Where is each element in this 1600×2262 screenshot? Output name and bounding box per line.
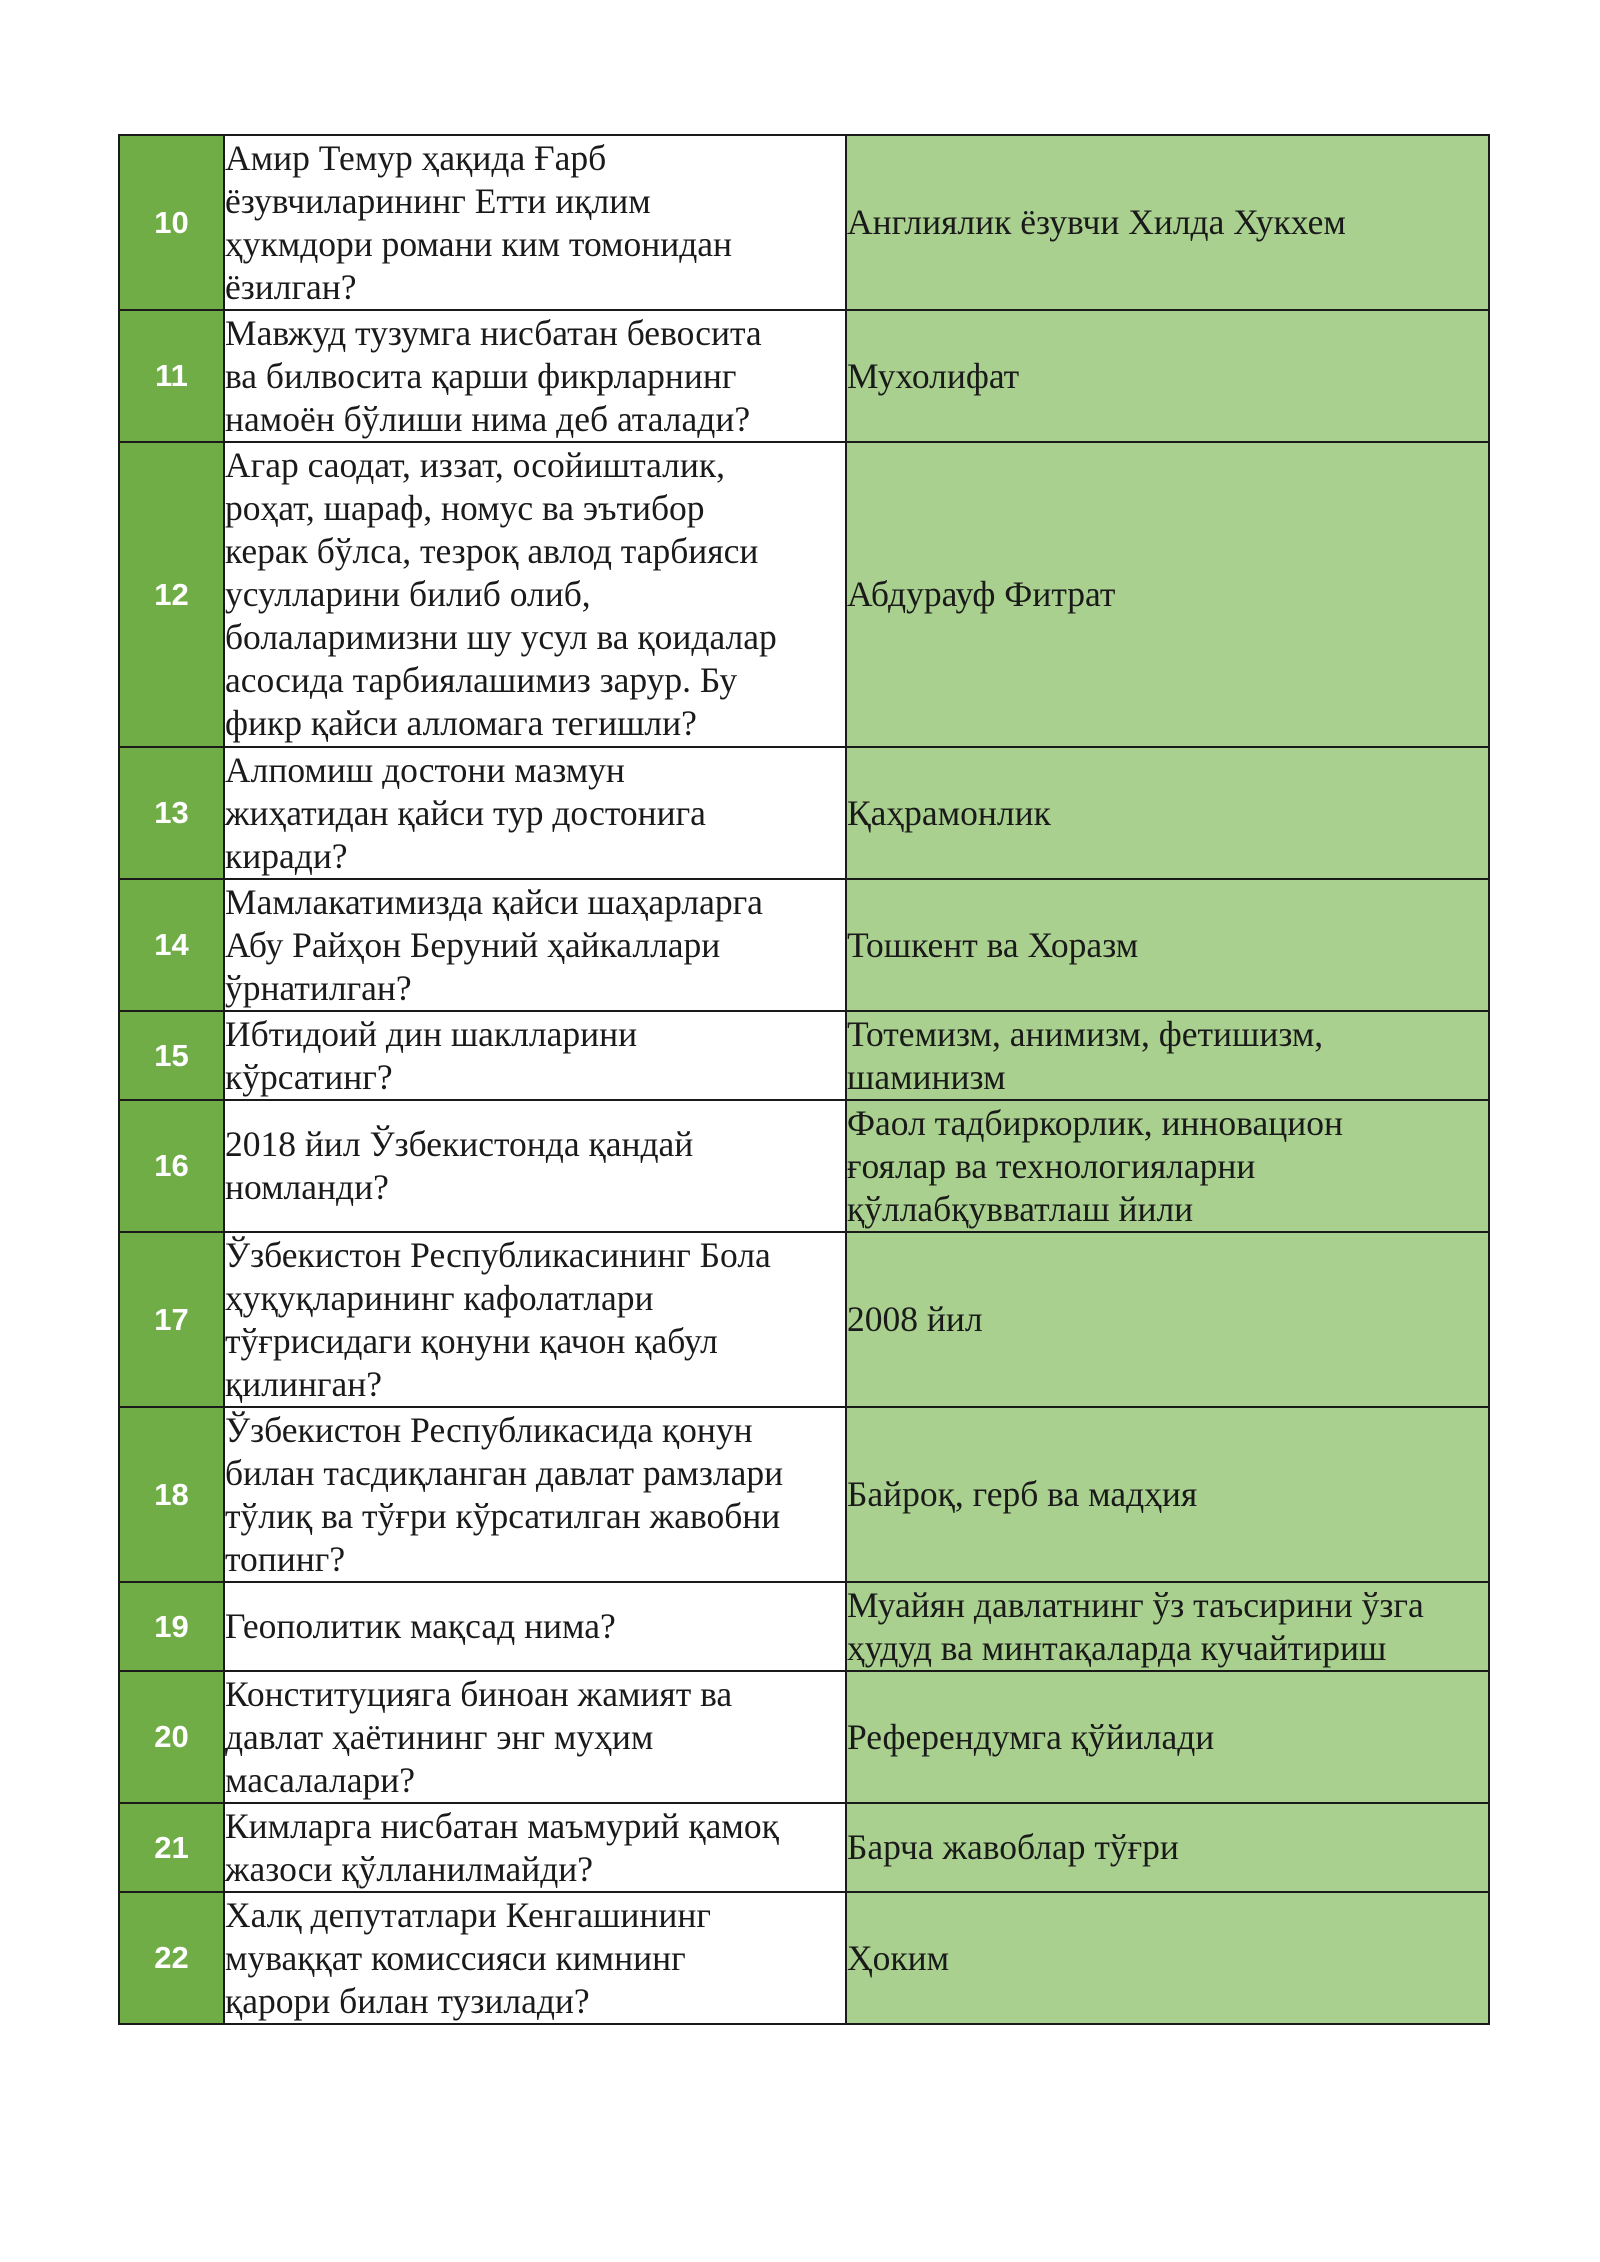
table-row xyxy=(119,1407,1489,1582)
answer-cell: Англиялик ёзувчи Хилда Хукхем xyxy=(846,135,1489,310)
row-number: 22 xyxy=(119,1892,224,2024)
row-number: 13 xyxy=(119,747,224,879)
question-cell: Ўзбекистон Республикасининг Бола ҳуқуқларининг кафолатлари тўғрисидаги қонуни қачон қабул қилинган? xyxy=(224,1232,846,1407)
question-cell: Мавжуд тузумга нисбатан бевосита ва билвосита қарши фикрларнинг намоён бўлиши нима деб аталади? xyxy=(224,310,846,442)
question-cell: Ибтидоий дин шаклларини кўрсатинг? xyxy=(224,1011,846,1100)
row-number: 20 xyxy=(119,1671,224,1803)
answer-cell: Байроқ, герб ва мадҳия xyxy=(846,1407,1489,1582)
question-cell: Кимларга нисбатан маъмурий қамоқ жазоси қўлланилмайди? xyxy=(224,1803,846,1892)
question-cell: Геополитик мақсад нима? xyxy=(224,1582,846,1671)
table-row xyxy=(119,1100,1489,1232)
row-number: 19 xyxy=(119,1582,224,1671)
question-cell: Мамлакатимизда қайси шаҳарларга Абу Райҳон Беруний ҳайкаллари ўрнатилган? xyxy=(224,879,846,1011)
table-row xyxy=(119,1671,1489,1803)
table-row xyxy=(119,879,1489,1011)
row-number: 17 xyxy=(119,1232,224,1407)
answer-cell: Барча жавоблар тўғри xyxy=(846,1803,1489,1892)
answer-cell: Ҳоким xyxy=(846,1892,1489,2024)
answer-cell: 2008 йил xyxy=(846,1232,1489,1407)
answer-cell: Фаол тадбиркорлик, инновацион ғоялар ва технологияларни қўллабқувватлаш йили xyxy=(846,1100,1489,1232)
table-row xyxy=(119,310,1489,442)
question-cell: Агар саодат, иззат, осойишталик, роҳат, шараф, номус ва эътибор керак бўлса, тезроқ авлод тарбияси усулларини билиб олиб, болаларимизни шу усул ва қоидалар асосида тарбиялашимиз зарур. Бу фикр қайси алломага тегишли? xyxy=(224,442,846,747)
row-number: 12 xyxy=(119,442,224,747)
row-number: 14 xyxy=(119,879,224,1011)
row-number: 21 xyxy=(119,1803,224,1892)
row-number: 10 xyxy=(119,135,224,310)
question-cell: Ўзбекистон Республикасида қонун билан тасдиқланган давлат рамзлари тўлиқ ва тўғри кўрсатилган жавобни топинг? xyxy=(224,1407,846,1582)
row-number: 15 xyxy=(119,1011,224,1100)
answer-cell: Мухолифат xyxy=(846,310,1489,442)
question-cell: Алпомиш достони мазмун жиҳатидан қайси тур достонига киради? xyxy=(224,747,846,879)
row-number: 11 xyxy=(119,310,224,442)
table-row xyxy=(119,747,1489,879)
table-row xyxy=(119,135,1489,310)
question-cell: 2018 йил Ўзбекистонда қандай номланди? xyxy=(224,1100,846,1232)
table-row xyxy=(119,1892,1489,2024)
answer-cell: Қаҳрамонлик xyxy=(846,747,1489,879)
question-cell: Амир Темур ҳақида Ғарб ёзувчиларининг Етти иқлим ҳукмдори романи ким томонидан ёзилган? xyxy=(224,135,846,310)
question-cell: Конституцияга биноан жамият ва давлат ҳаётининг энг муҳим масалалари? xyxy=(224,1671,846,1803)
answer-cell: Референдумга қўйилади xyxy=(846,1671,1489,1803)
quiz-table xyxy=(118,134,1490,2025)
table-row xyxy=(119,1803,1489,1892)
answer-cell: Тотемизм, анимизм, фетишизм, шаминизм xyxy=(846,1011,1489,1100)
table-row xyxy=(119,1232,1489,1407)
answer-cell: Муайян давлатнинг ўз таъсирини ўзга ҳудуд ва минтақаларда кучайтириш xyxy=(846,1582,1489,1671)
question-cell: Халқ депутатлари Кенгашининг муваққат комиссияси кимнинг қарори билан тузилади? xyxy=(224,1892,846,2024)
table-row xyxy=(119,1582,1489,1671)
row-number: 18 xyxy=(119,1407,224,1582)
answer-cell: Тошкент ва Хоразм xyxy=(846,879,1489,1011)
table-row xyxy=(119,442,1489,747)
answer-cell: Абдурауф Фитрат xyxy=(846,442,1489,747)
row-number: 16 xyxy=(119,1100,224,1232)
table-row xyxy=(119,1011,1489,1100)
